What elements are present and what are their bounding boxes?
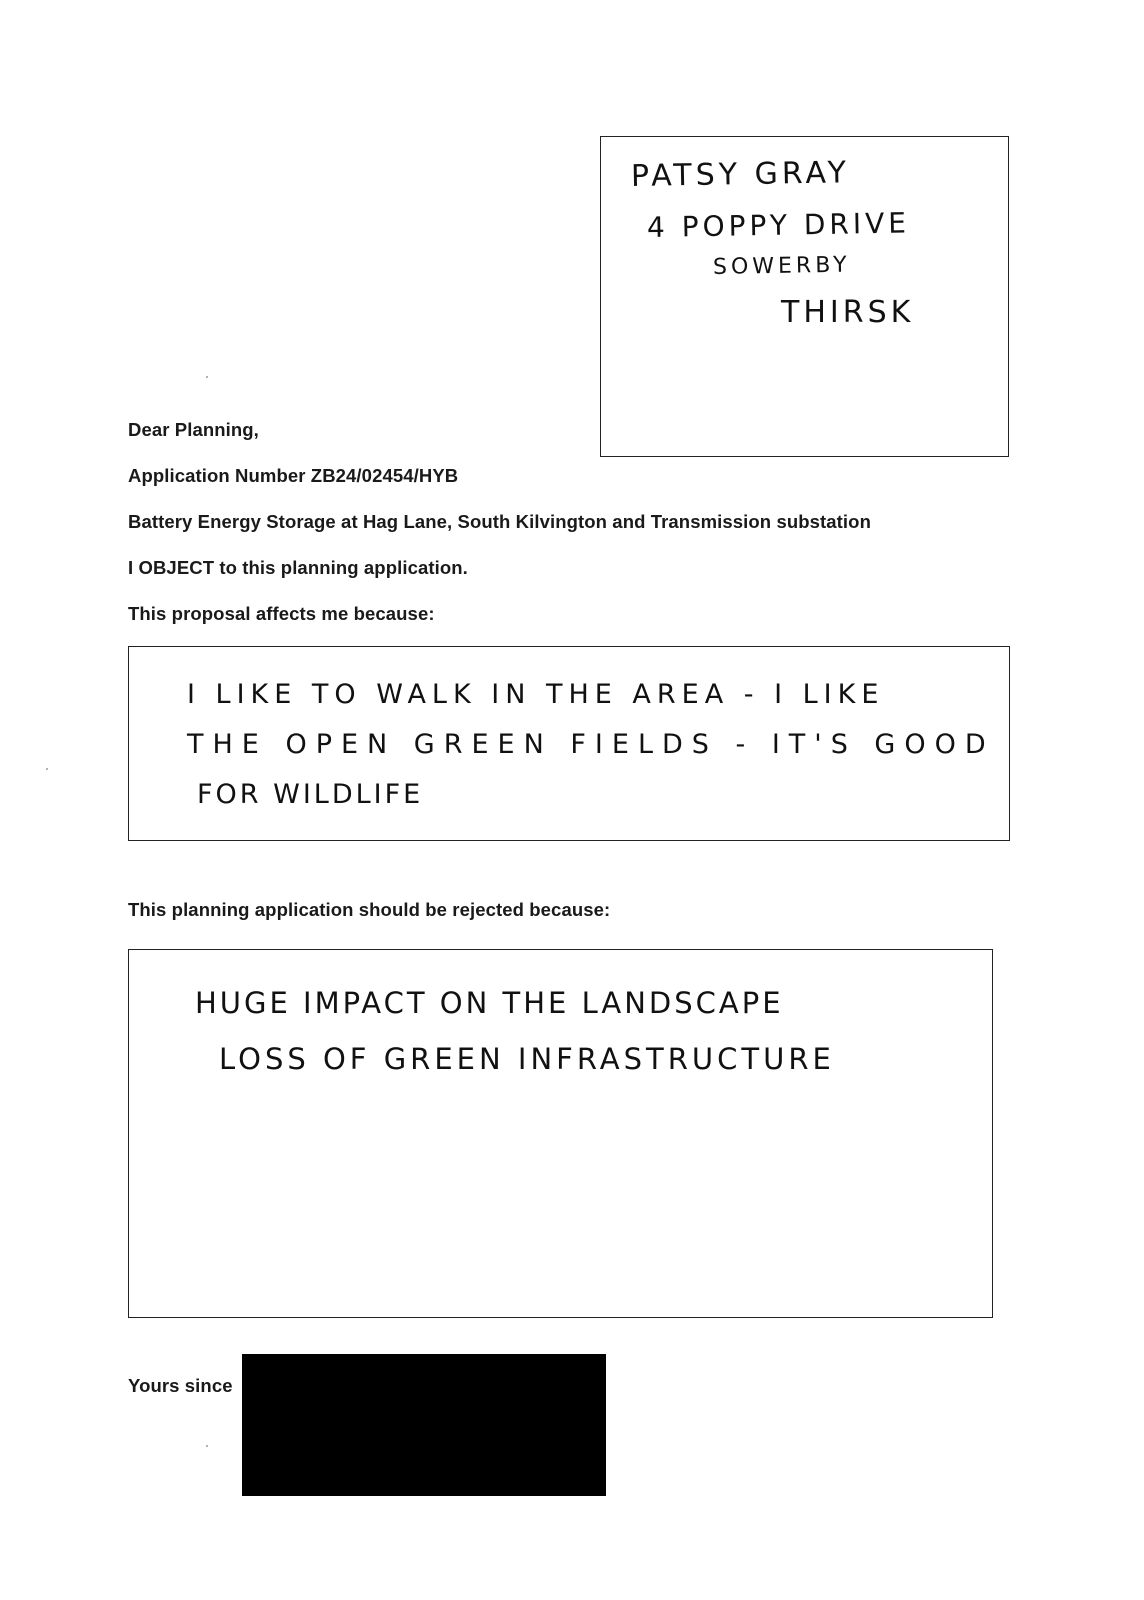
rejected-line: LOSS OF GREEN INFRASTRUCTURE — [219, 1042, 835, 1076]
subject-line: Battery Energy Storage at Hag Lane, South Kilvington and Transmission substation — [128, 511, 871, 532]
signoff: Yours since — [128, 1375, 233, 1396]
affects-line: FOR WILDLIFE — [197, 779, 424, 810]
address-box — [600, 136, 1009, 457]
scan-speck — [206, 1445, 208, 1447]
scan-speck — [206, 376, 208, 378]
rejected-box — [128, 949, 993, 1318]
objection-statement: I OBJECT to this planning application. — [128, 557, 468, 578]
application-number: Application Number ZB24/02454/HYB — [128, 465, 459, 486]
salutation: Dear Planning, — [128, 419, 259, 440]
rejected-label: This planning application should be rejected because: — [128, 899, 611, 920]
redaction-block — [242, 1354, 606, 1496]
affects-box — [128, 646, 1010, 841]
scan-speck — [46, 768, 48, 770]
address-name: PATSY GRAY — [630, 155, 851, 194]
rejected-line: HUGE IMPACT ON THE LANDSCAPE — [195, 986, 784, 1020]
address-line3: THIRSK — [781, 295, 915, 330]
affects-line: THE OPEN GREEN FIELDS - IT'S GOOD — [187, 729, 995, 760]
address-line1: 4 POPPY DRIVE — [646, 206, 911, 244]
affects-line: I LIKE TO WALK IN THE AREA - I LIKE — [187, 679, 885, 710]
affects-label: This proposal affects me because: — [128, 603, 435, 624]
address-line2: SOWERBY — [712, 252, 851, 280]
